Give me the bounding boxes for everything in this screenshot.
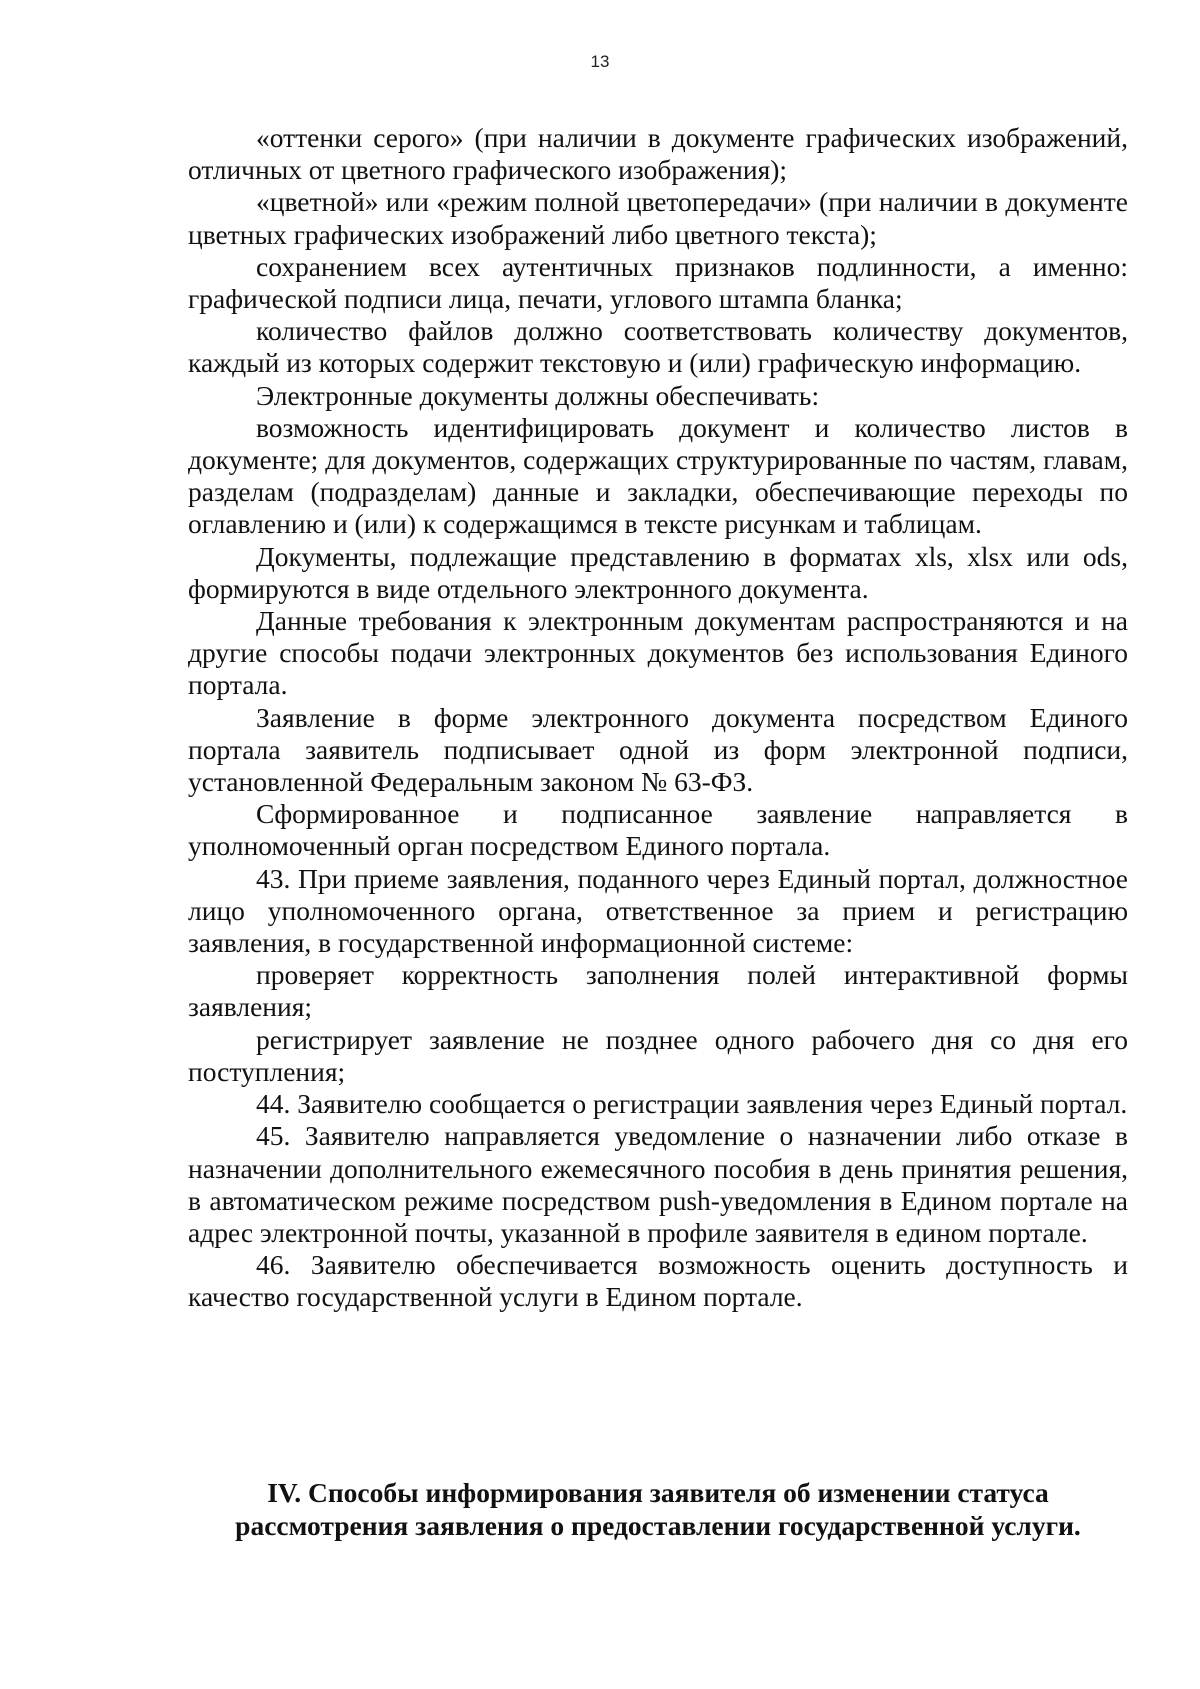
paragraph: «цветной» или «режим полной цветопередачи» (при наличии в документе цветных графических изображений либо цветного текста); <box>188 186 1128 250</box>
paragraph: 45. Заявителю направляется уведомление о назначении либо отказе в назначении дополнительного ежемесячного пособия в день принятия решения, в автоматическом режиме посредством push-уведомления в Едином портале на адрес электронной почты, указанной в профиле заявителя в едином портале. <box>188 1120 1128 1248</box>
page-number: 13 <box>590 52 610 71</box>
paragraph: проверяет корректность заполнения полей интерактивной формы заявления; <box>188 959 1128 1023</box>
paragraph: количество файлов должно соответствовать количеству документов, каждый из которых содержит текстовую и (или) графическую информацию. <box>188 315 1128 379</box>
paragraph: Сформированное и подписанное заявление направляется в уполномоченный орган посредством Единого портала. <box>188 798 1128 862</box>
paragraph: 44. Заявителю сообщается о регистрации заявления через Единый портал. <box>256 1088 1128 1120</box>
paragraph: Заявление в форме электронного документа посредством Единого портала заявитель подписывает одной из форм электронной подписи, установленной Федеральным законом № 63-ФЗ. <box>188 701 1128 798</box>
section-heading: IV. Способы информирования заявителя об изменении статуса рассмотрения заявления о предоставлении государственной услуги. <box>235 1477 1081 1541</box>
paragraph: 46. Заявителю обеспечивается возможность оценить доступность и качество государственной услуги в Едином портале. <box>188 1249 1128 1313</box>
paragraph: сохранением всех аутентичных признаков подлинности, а именно: графической подписи лица, печати, углового штампа бланка; <box>188 250 1128 315</box>
paragraph: Документы, подлежащие представлению в форматах xls, xlsx или ods, формируются в виде отдельного электронного документа. <box>188 540 1128 604</box>
paragraph: Электронные документы должны обеспечивать: <box>256 379 820 411</box>
paragraph: регистрирует заявление не позднее одного рабочего дня со дня его поступления; <box>188 1023 1128 1087</box>
paragraph: возможность идентифицировать документ и количество листов в документе; для документов, содержащих структурированные по частям, главам, разделам (подразделам) данные и закладки, обеспечивающие переходы по оглавлению и (или) к содержащимся в тексте рисункам и таблицам. <box>188 411 1128 540</box>
paragraph: 43. При приеме заявления, поданного через Единый портал, должностное лицо уполномоченного органа, ответственное за прием и регистрацию заявления, в государственной информационной системе: <box>188 862 1128 959</box>
document-body <box>188 122 1128 1314</box>
paragraph: Данные требования к электронным документам распространяются и на другие способы подачи электронных документов без использования Единого портала. <box>188 605 1128 701</box>
paragraph: «оттенки серого» (при наличии в документе графических изображений, отличных от цветного графического изображения); <box>188 122 1128 186</box>
